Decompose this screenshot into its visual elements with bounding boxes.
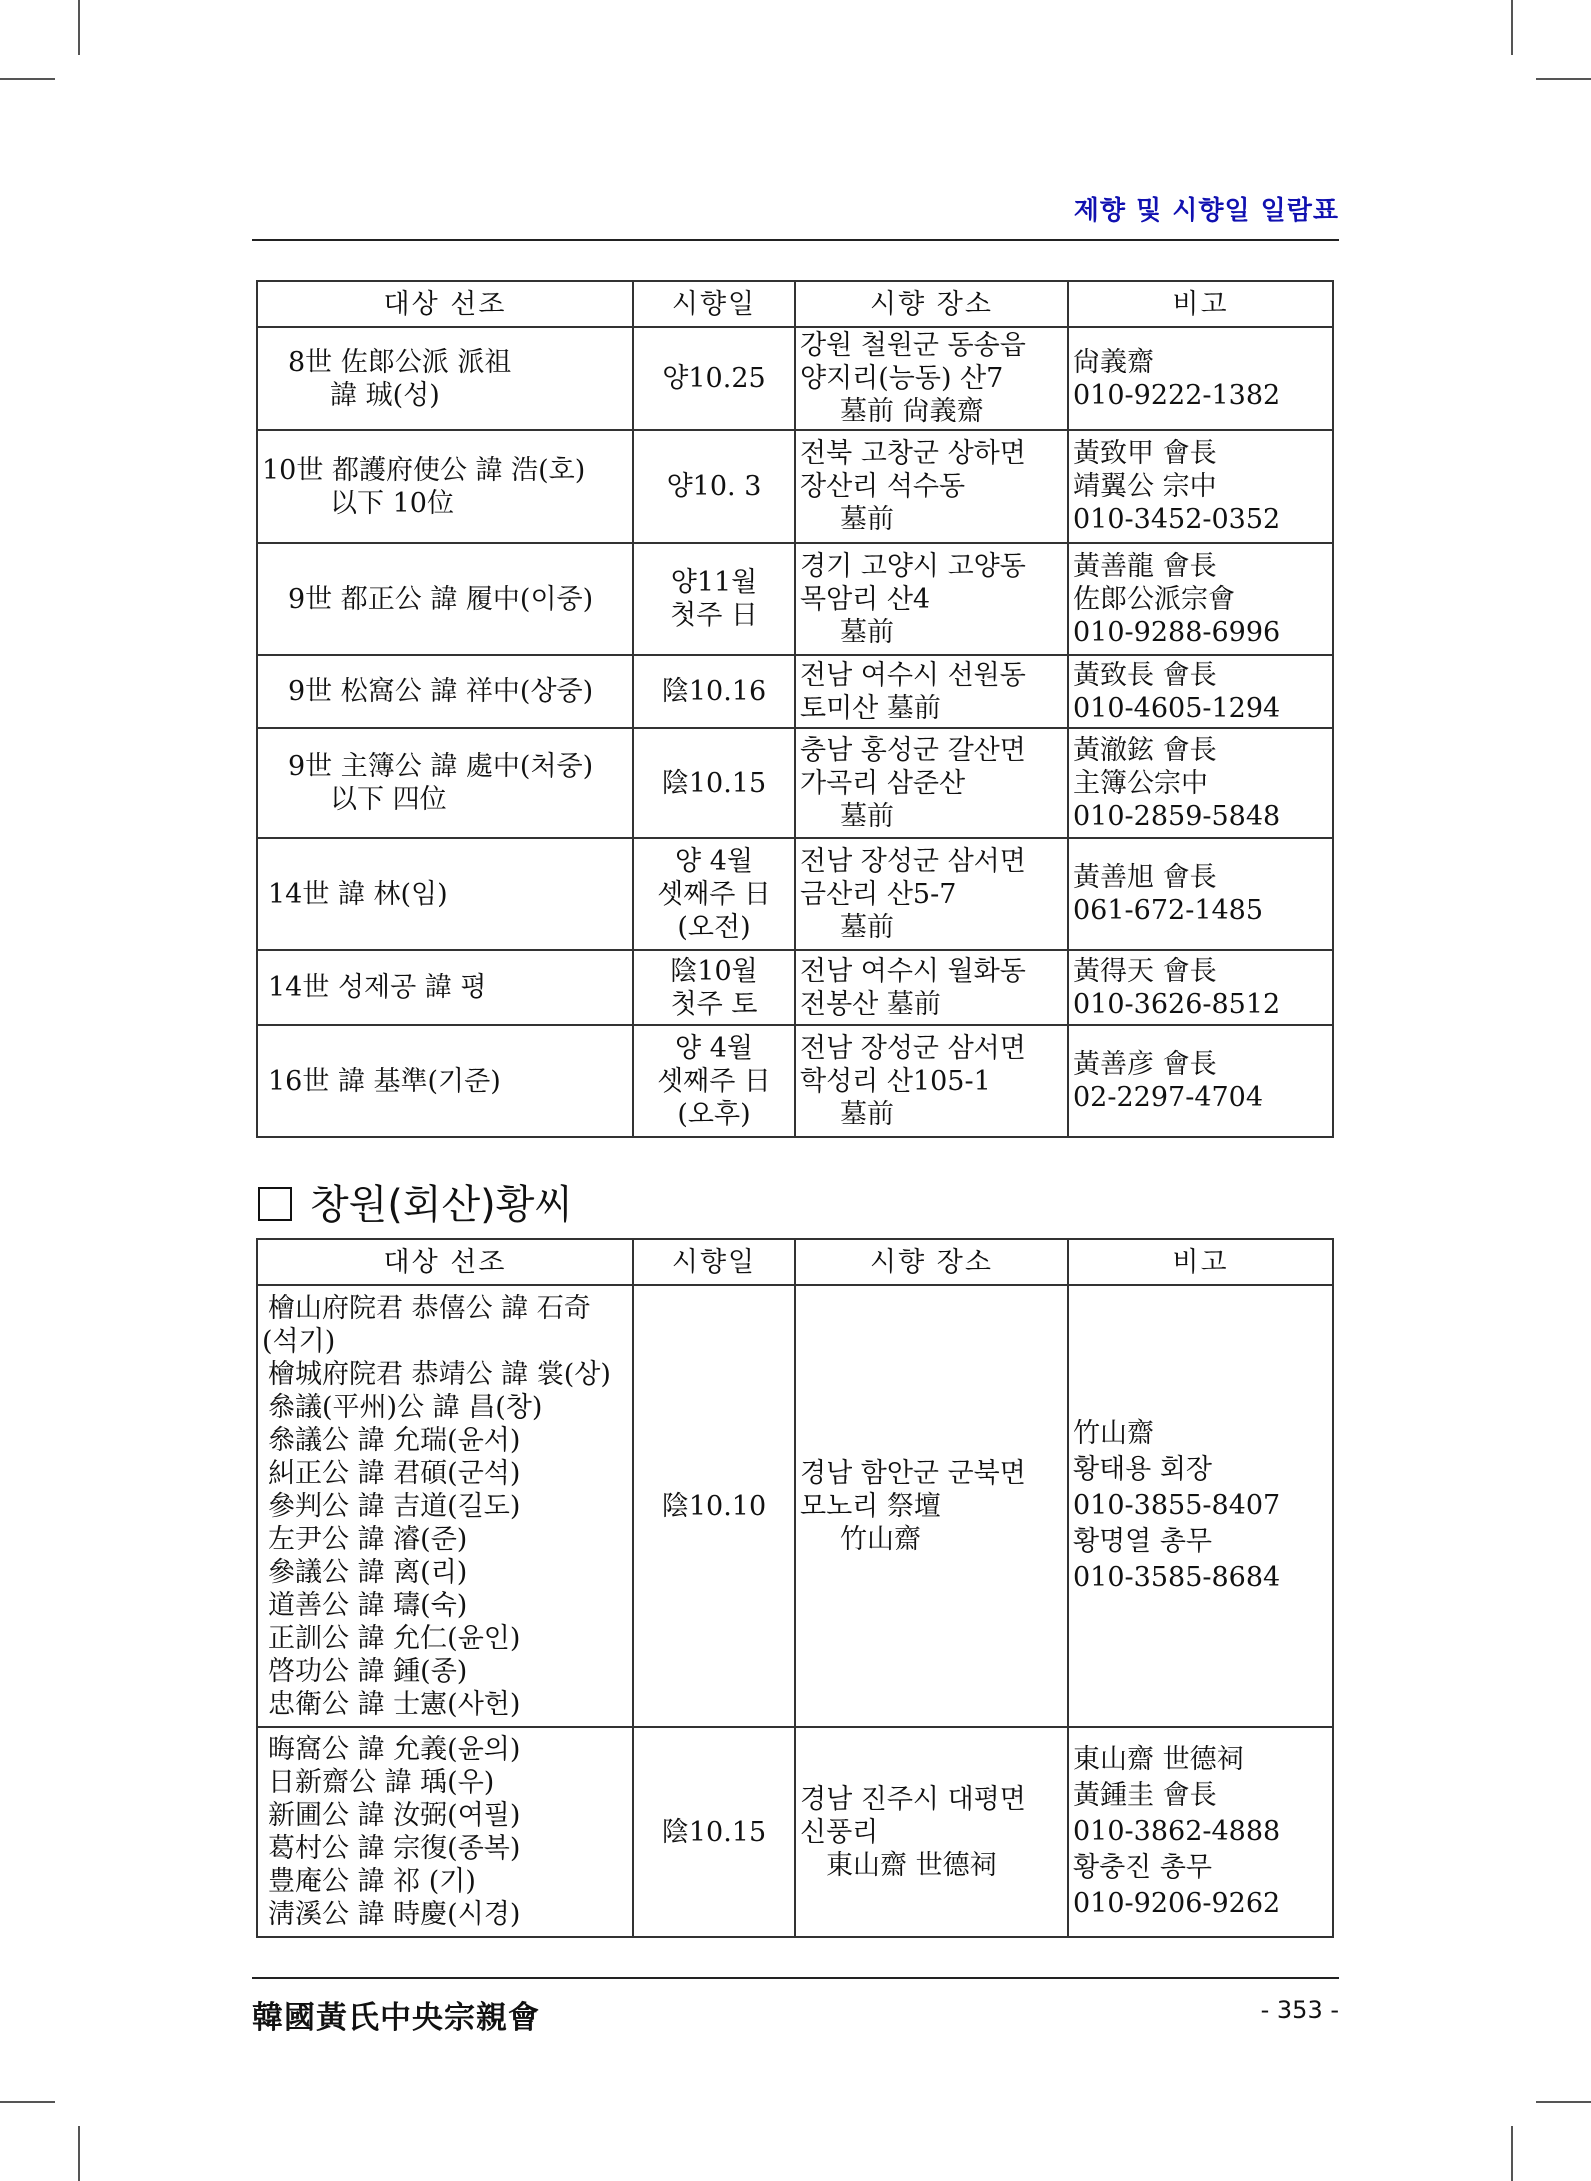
cell-place: 강원 철원군 동송읍 양지리(능동) 산7 墓前 尙義齋 bbox=[795, 327, 1068, 430]
cell-date: 양11월 첫주 日 bbox=[633, 543, 795, 655]
table-row bbox=[257, 950, 1333, 1025]
cell-ancestor: 14世 諱 林(임) bbox=[257, 838, 633, 950]
table-row bbox=[257, 1727, 1333, 1937]
cell-ancestor: 9世 主簿公 諱 處中(처중) 以下 四位 bbox=[257, 728, 633, 838]
page-header-title: 제향 및 시향일 일람표 bbox=[1073, 196, 1339, 226]
section-title bbox=[258, 1180, 573, 1230]
cell-place: 전북 고창군 상하면 장산리 석수동 墓前 bbox=[795, 430, 1068, 543]
crop-mark bbox=[1511, 2126, 1513, 2181]
cell-place: 전남 여수시 월화동 전봉산 墓前 bbox=[795, 950, 1068, 1025]
col-header-date: 시향일 bbox=[633, 281, 795, 327]
table-header-row bbox=[257, 1239, 1333, 1285]
col-header-note: 비고 bbox=[1068, 281, 1333, 327]
crop-mark bbox=[1511, 0, 1513, 55]
cell-ancestor: 晦窩公 諱 允義(윤의) 日新齋公 諱 瑀(우) 新圃公 諱 汝弼(여필) 葛村公 諱 宗復(종복) 豊庵公 諱 祁 (기) 淸溪公 諱 時慶(시경) bbox=[257, 1727, 633, 1937]
cell-ancestor: 9世 都正公 諱 履中(이중) bbox=[257, 543, 633, 655]
cell-ancestor: 8世 佐郞公派 派祖 諱 珹(성) bbox=[257, 327, 633, 430]
table-row bbox=[257, 1285, 1333, 1727]
table-row bbox=[257, 655, 1333, 728]
crop-mark bbox=[0, 2101, 55, 2103]
col-header-ancestor: 대상 선조 bbox=[257, 1239, 633, 1285]
header-rule bbox=[252, 239, 1339, 241]
cell-note: 竹山齋 황태용 회장 010-3855-8407 황명열 총무 010-3585-8684 bbox=[1068, 1285, 1333, 1727]
table-row bbox=[257, 430, 1333, 543]
col-header-ancestor: 대상 선조 bbox=[257, 281, 633, 327]
col-header-date: 시향일 bbox=[633, 1239, 795, 1285]
cell-date: 양 4월 셋째주 日 (오전) bbox=[633, 838, 795, 950]
cell-ancestor: 9世 松窩公 諱 祥中(상중) bbox=[257, 655, 633, 728]
cell-place: 충남 홍성군 갈산면 가곡리 삼준산 墓前 bbox=[795, 728, 1068, 838]
cell-note: 黃致長 會長 010-4605-1294 bbox=[1068, 655, 1333, 728]
table-row bbox=[257, 1025, 1333, 1137]
cell-note: 東山齋 世德祠 黃鍾圭 會長 010-3862-4888 황충진 총무 010-9206-9262 bbox=[1068, 1727, 1333, 1937]
cell-note: 黃致甲 會長 靖翼公 宗中 010-3452-0352 bbox=[1068, 430, 1333, 543]
checkbox-square-icon bbox=[258, 1187, 292, 1221]
cell-ancestor: 16世 諱 基準(기준) bbox=[257, 1025, 633, 1137]
footer-organization: 韓國黃氏中央宗親會 bbox=[252, 2000, 540, 2036]
cell-note: 黃澈鉉 會長 主簿公宗中 010-2859-5848 bbox=[1068, 728, 1333, 838]
cell-place: 경남 진주시 대평면 신풍리 東山齋 世德祠 bbox=[795, 1727, 1068, 1937]
cell-note: 黃善旭 會長 061-672-1485 bbox=[1068, 838, 1333, 950]
table-row bbox=[257, 838, 1333, 950]
cell-date: 양 4월 셋째주 日 (오후) bbox=[633, 1025, 795, 1137]
cell-place: 전남 장성군 삼서면 학성리 산105-1 墓前 bbox=[795, 1025, 1068, 1137]
crop-mark bbox=[78, 2126, 80, 2181]
col-header-place: 시향 장소 bbox=[795, 281, 1068, 327]
table-header-row bbox=[257, 281, 1333, 327]
cell-note: 黃得天 會長 010-3626-8512 bbox=[1068, 950, 1333, 1025]
cell-date: 陰10.10 bbox=[633, 1285, 795, 1727]
cell-ancestor: 14世 성제공 諱 평 bbox=[257, 950, 633, 1025]
crop-mark bbox=[78, 0, 80, 55]
cell-date: 陰10월 첫주 토 bbox=[633, 950, 795, 1025]
crop-mark bbox=[0, 78, 55, 80]
footer-rule bbox=[252, 1977, 1339, 1979]
cell-note: 黃善彦 會長 02-2297-4704 bbox=[1068, 1025, 1333, 1137]
table-row bbox=[257, 728, 1333, 838]
cell-place: 전남 여수시 선원동 토미산 墓前 bbox=[795, 655, 1068, 728]
col-header-note: 비고 bbox=[1068, 1239, 1333, 1285]
cell-note: 尙義齋 010-9222-1382 bbox=[1068, 327, 1333, 430]
cell-date: 양10. 3 bbox=[633, 430, 795, 543]
cell-date: 陰10.16 bbox=[633, 655, 795, 728]
table-row bbox=[257, 327, 1333, 430]
cell-place: 전남 장성군 삼서면 금산리 산5-7 墓前 bbox=[795, 838, 1068, 950]
cell-place: 경기 고양시 고양동 목암리 산4 墓前 bbox=[795, 543, 1068, 655]
schedule-table-1 bbox=[256, 280, 1334, 1138]
table-row bbox=[257, 543, 1333, 655]
section-title-text: 창원(회산)황씨 bbox=[310, 1182, 574, 1228]
cell-date: 陰10.15 bbox=[633, 728, 795, 838]
cell-note: 黃善龍 會長 佐郞公派宗會 010-9288-6996 bbox=[1068, 543, 1333, 655]
page-number: - 353 - bbox=[1260, 1996, 1339, 2024]
cell-date: 양10.25 bbox=[633, 327, 795, 430]
schedule-table-2 bbox=[256, 1238, 1334, 1938]
cell-ancestor: 10世 都護府使公 諱 浩(호) 以下 10位 bbox=[257, 430, 633, 543]
cell-date: 陰10.15 bbox=[633, 1727, 795, 1937]
crop-mark bbox=[1536, 78, 1591, 80]
cell-ancestor: 檜山府院君 恭僖公 諱 石奇 (석기) 檜城府院君 恭靖公 諱 裳(상) 叅議(平州)公 諱 昌(창) 叅議公 諱 允瑞(윤서) 糾正公 諱 君碩(군석) 參判公 諱 吉道(길도) 左尹公 諱 濬(준) 參議公 諱 离(리) 道善公 諱 璹(숙) 正訓公 諱 允仁(윤인) 啓功公 諱 鍾(종) 忠衛公 諱 士憲(사헌) bbox=[257, 1285, 633, 1727]
crop-mark bbox=[1536, 2101, 1591, 2103]
col-header-place: 시향 장소 bbox=[795, 1239, 1068, 1285]
cell-place: 경남 함안군 군북면 모노리 祭壇 竹山齋 bbox=[795, 1285, 1068, 1727]
